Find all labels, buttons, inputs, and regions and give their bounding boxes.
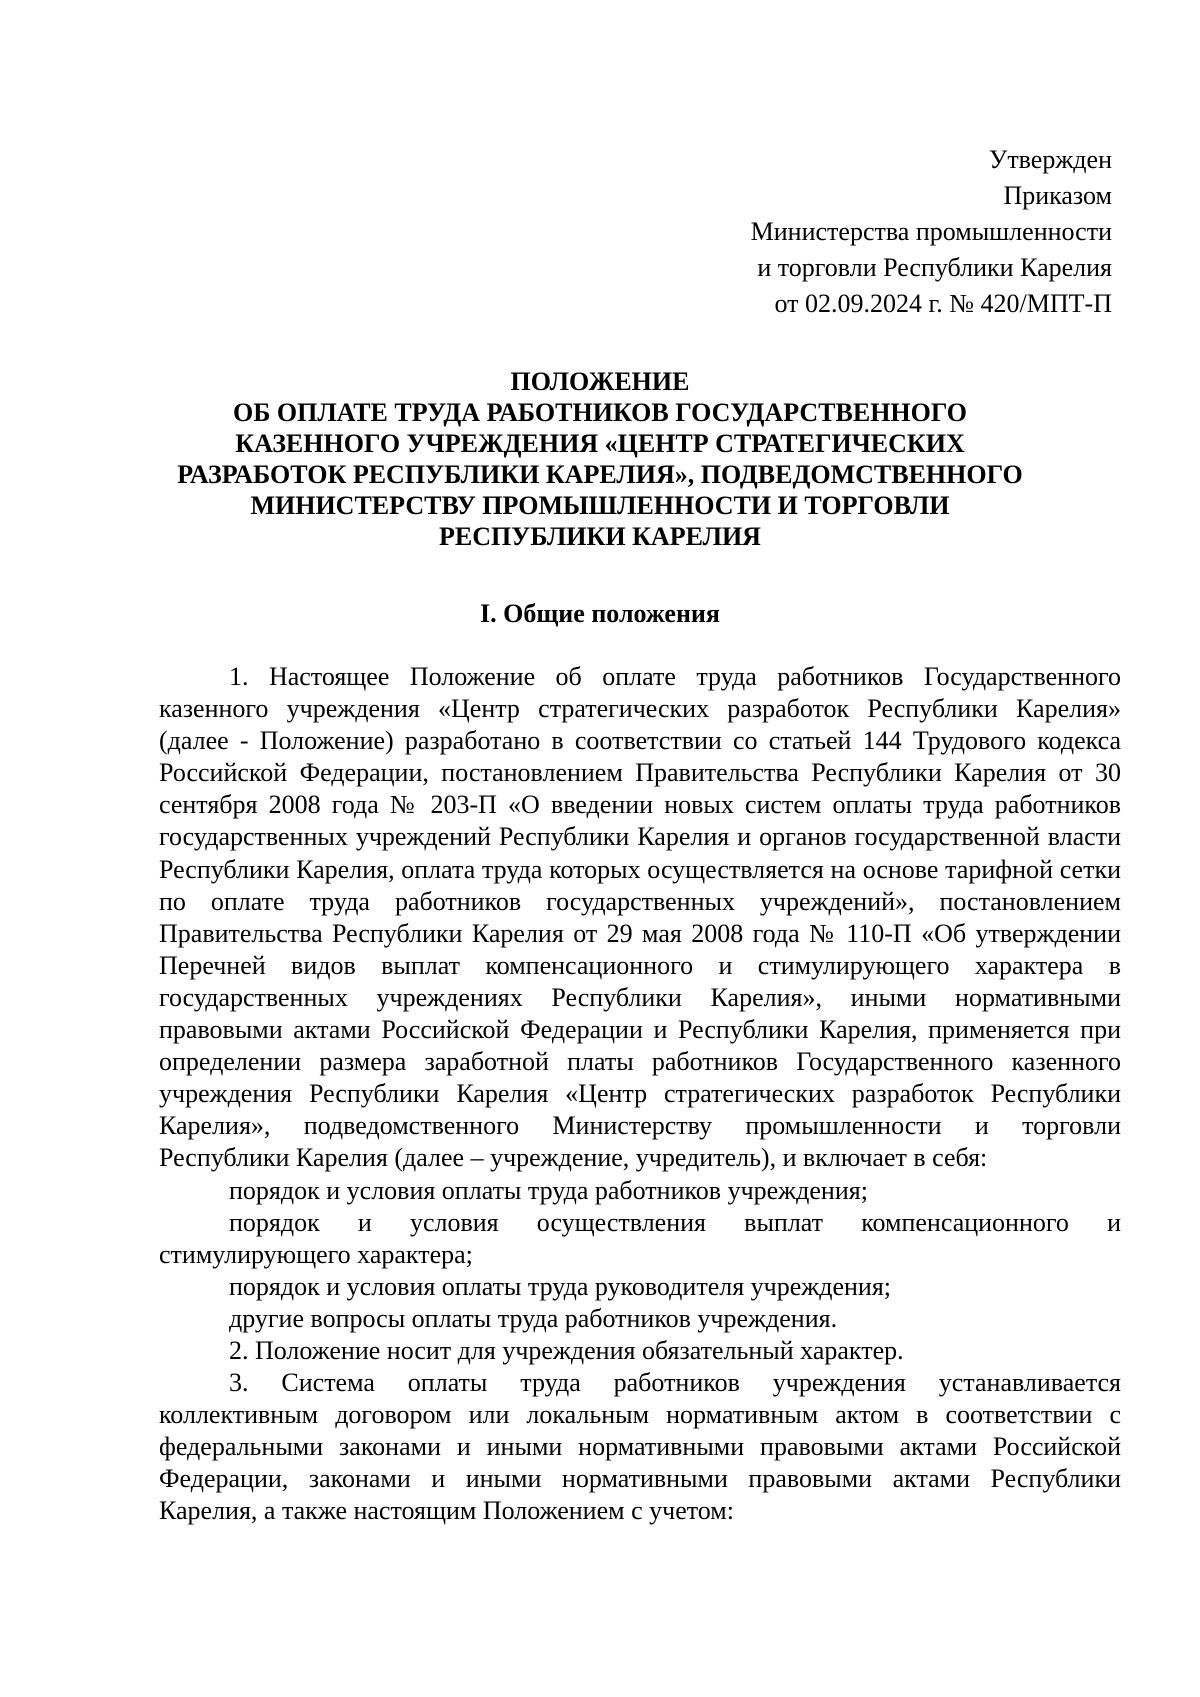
list-item: другие вопросы оплаты труда работников учреждения. (229, 1303, 838, 1333)
list-item: порядок и условия оплаты труда руководителя учреждения; (229, 1271, 892, 1301)
approval-line: Министерства промышленности (750, 217, 1112, 246)
paragraph-2: 2. Положение носит для учреждения обязательный характер. (229, 1335, 904, 1365)
paragraph-3: 3. Система оплаты труда работников учреждения устанавливается коллективным договором или локальным нормативным актом в соответствии с федеральными законами и иными нормативными правовыми актами Российской Федерации, законами и иными нормативными правовыми актами Республики Карелия, а также настоящим Положением с учетом: (159, 1368, 1121, 1526)
title-line: ПОЛОЖЕНИЕ (510, 367, 690, 396)
section-heading: I. Общие положения (480, 599, 720, 628)
section-body (159, 661, 1121, 1528)
approval-block (751, 142, 1112, 322)
approval-line: Утвержден (988, 145, 1112, 174)
title-line: ОБ ОПЛАТЕ ТРУДА РАБОТНИКОВ ГОСУДАРСТВЕННОГО (232, 398, 967, 427)
title-line: КАЗЕННОГО УЧРЕЖДЕНИЯ «ЦЕНТР СТРАТЕГИЧЕСКИХ (235, 429, 965, 458)
title-line: РЕСПУБЛИКИ КАРЕЛИЯ (439, 522, 761, 551)
document-title (100, 366, 1100, 552)
list-item: порядок и условия оплаты труда работников учреждения; (229, 1175, 868, 1205)
title-line: МИНИСТЕРСТВУ ПРОМЫШЛЕННОСТИ И ТОРГОВЛИ (250, 491, 950, 520)
list-item: порядок и условия осуществления выплат компенсационного и стимулирующего характера; (159, 1207, 1121, 1269)
approval-line: Приказом (1003, 181, 1112, 210)
approval-line: от 02.09.2024 г. № 420/МПТ-П (774, 289, 1112, 318)
approval-line: и торговли Республики Карелия (757, 253, 1112, 282)
title-line: РАЗРАБОТОК РЕСПУБЛИКИ КАРЕЛИЯ», ПОДВЕДОМСТВЕННОГО (177, 460, 1023, 489)
paragraph-1: 1. Настоящее Положение об оплате труда работников Государственного казенного учреждения «Центр стратегических разработок Республики Карелия» (далее - Положение) разработано в соответствии со статьей 144 Трудового кодекса Российской Федерации, постановлением Правительства Республики Карелия от 30 сентября 2008 года № 203-П «О введении новых систем оплаты труда работников государственных учреждений Республики Карелия и органов государственной власти Республики Карелия, оплата труда которых осуществляется на основе тарифной сетки по оплате труда работников государственных учреждений», постановлением Правительства Республики Карелия от 29 мая 2008 года № 110-П «Об утверждении Перечней видов выплат компенсационного и стимулирующего характера в государственных учреждениях Республики Карелия», иными нормативными правовыми актами Российской Федерации и Республики Карелия, применяется при определении размера заработной платы работников Государственного казенного учреждения Республики Карелия «Центр стратегических разработок Республики Карелия», подведомственного Министерству промышленности и торговли Республики Карелия (далее – учреждение, учредитель), и включает в себя: (159, 662, 1121, 1173)
